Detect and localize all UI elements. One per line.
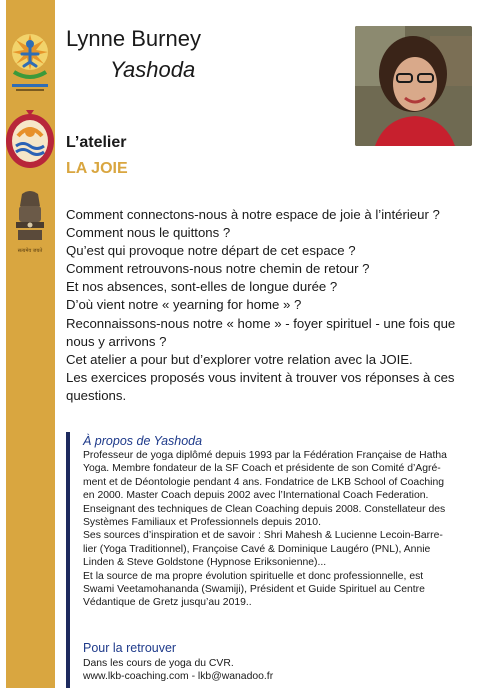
intro-line: nous y arrivons ? <box>66 333 167 349</box>
atelier-label: L’atelier <box>66 134 127 151</box>
intro-line: D’où vient notre « yearning for home » ? <box>66 297 302 313</box>
intro-line: Reconnaissons-nous notre « home » - foyer spirituel - une fois que <box>66 315 456 331</box>
contact-line: Dans les cours de yoga du CVR. <box>83 658 234 669</box>
intro-line: Cet atelier a pour but d’explorer votre relation avec la JOIE. <box>66 351 413 367</box>
bio-line: en 2000. Master Coach depuis 2002 avec l’International Coach Federation. <box>83 490 429 502</box>
intro-line: Les exercices proposés vous invitent à trouver vos réponses à ces <box>66 369 455 385</box>
sidebar-band <box>0 0 55 688</box>
institution-seal-icon <box>4 108 56 170</box>
intro-line: Qu’est qui provoque notre départ de cet espace ? <box>66 243 356 259</box>
intro-line: questions. <box>66 387 127 403</box>
intro-paragraph <box>66 206 476 405</box>
contact-website-email[interactable]: www.lkb-coaching.com - lkb@wanadoo.fr <box>83 671 274 683</box>
contact-heading: Pour la retrouver <box>83 641 177 655</box>
bio-text <box>83 449 478 610</box>
intro-line: Comment nous le quittons ? <box>66 225 231 241</box>
sidebar-white-strip <box>0 0 6 688</box>
bio-line: lier (Yoga Traditionnel), Françoise Cavé & Dominique Laugéro (PNL), Annie <box>83 543 431 555</box>
bio-line: Linden & Steve Goldstone (Hypnose Eriksonienne)... <box>83 557 327 569</box>
bio-line: Swami Veetamohananda (Swamiji), Président et Guide Spirituel au Centre <box>83 584 425 596</box>
bio-line: ment et de Déontologie pendant 4 ans. Fondatrice de LKB School of Coaching <box>83 476 445 488</box>
bio-line: Yoga. Membre fondateur de la SF Coach et présidente de son Comité d’Agré- <box>83 463 441 475</box>
intro-line: Et nos absences, sont-elles de longue durée ? <box>66 279 338 295</box>
intro-line: Comment retrouvons-nous notre chemin de retour ? <box>66 261 370 277</box>
bio-line: Professeur de yoga diplômé depuis 1993 par la Fédération Française de Hatha <box>83 450 447 461</box>
bio-line: Systèmes Familiaux et Professionnels depuis 2010. <box>83 517 321 529</box>
intro-line: Comment connectons-nous à notre espace de joie à l’intérieur ? <box>66 207 440 222</box>
bio-heading: À propos de Yashoda <box>83 434 203 448</box>
yoga-day-logo-icon <box>6 28 54 96</box>
bio-line: Enseignant des techniques de Clean Coaching depuis 2008. Constellateur des <box>83 503 446 515</box>
bio-line: Védantique de Gretz jusqu’au 2019.. <box>83 597 252 609</box>
portrait-photo <box>355 26 472 146</box>
spiritual-name: Yashoda <box>110 57 196 82</box>
emblem-caption: सत्यमेव जयते <box>17 248 43 254</box>
person-name: Lynne Burney <box>66 26 201 51</box>
state-emblem-icon <box>10 188 50 254</box>
contact-text <box>83 657 273 684</box>
bio-line: Et la source de ma propre évolution spirituelle et donc professionnelle, est <box>83 570 424 582</box>
atelier-title: LA JOIE <box>66 160 128 177</box>
bio-line: Ses sources d’inspiration et de savoir : Shri Mahesh & Lucienne Lecoin-Barre- <box>83 530 443 542</box>
